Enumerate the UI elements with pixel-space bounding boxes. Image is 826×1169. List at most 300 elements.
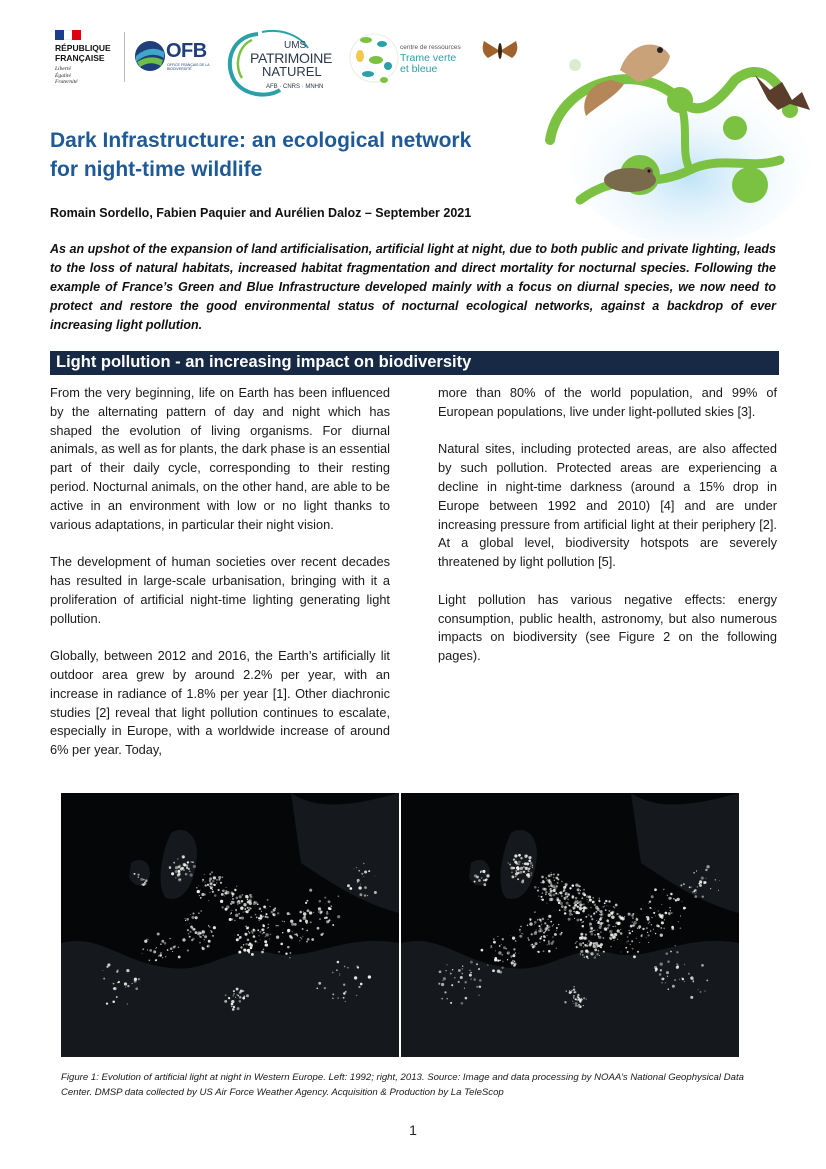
city-light [462,966,463,967]
city-light [254,901,256,903]
city-light [577,901,578,902]
city-light [605,929,607,931]
city-light [278,951,280,953]
city-light [244,909,245,910]
city-light [596,953,598,955]
city-light [649,921,650,922]
city-light [507,951,510,954]
city-light [173,862,175,864]
city-light [600,925,601,926]
city-light [257,929,259,931]
city-light [313,912,314,913]
city-light [704,990,706,992]
city-light [267,916,269,918]
city-light [516,871,517,872]
paragraph: more than 80% of the world population, and 99% of European populations, live under light-polluted skies [3]. [438,385,777,419]
city-light [684,981,685,982]
city-light [647,932,648,933]
ofb-logo [134,38,214,78]
city-light [255,940,257,942]
city-light [262,933,263,934]
city-light [628,913,631,916]
city-light [326,912,329,915]
city-light [660,927,662,929]
city-light [548,944,550,946]
city-light [706,979,708,981]
city-light [324,897,326,899]
city-light [476,876,479,879]
city-light [250,896,253,899]
city-light [582,925,584,927]
city-light [530,872,532,874]
city-light [250,947,253,950]
city-light [469,974,472,977]
ums-partners: AFB · CNRS · MNHN [266,84,324,90]
city-light [521,933,522,934]
city-light [495,950,496,951]
city-light [667,976,668,977]
city-light [616,921,619,924]
city-light [546,926,549,929]
city-light [548,915,551,918]
city-light [302,928,304,930]
city-light [216,882,218,884]
city-light [485,878,487,880]
city-light [499,945,501,947]
city-light [256,917,258,919]
city-light [541,924,542,925]
city-light [599,925,600,926]
city-light [681,977,683,979]
city-light [316,987,318,989]
city-light [552,925,554,927]
city-light [591,918,593,920]
city-light [149,949,152,952]
city-light [636,938,637,939]
city-light [572,895,574,897]
city-light [265,936,266,937]
city-light [660,969,662,971]
city-light [542,880,543,881]
city-light [563,890,565,892]
city-light [603,951,605,953]
city-light [571,990,572,991]
city-light [450,973,452,975]
city-light [332,993,334,995]
city-light [579,903,582,906]
moth-icon [480,38,520,64]
city-light [519,935,522,938]
city-light [588,895,591,898]
city-light [244,995,246,997]
city-light [367,895,368,896]
city-light [343,983,345,985]
city-light [202,881,203,882]
city-light [192,912,194,914]
city-light [646,927,648,929]
city-light [534,932,537,935]
city-light [222,889,225,892]
city-light [318,982,321,985]
city-light [557,878,559,880]
city-light [561,905,564,908]
city-light [624,916,625,917]
city-light [523,866,525,868]
city-light [698,989,699,990]
city-light [189,923,190,924]
ofb-name: OFB [166,40,207,62]
city-light [441,983,444,986]
city-light [248,931,249,932]
city-light [499,959,501,961]
city-light [441,998,443,1000]
city-light [515,940,517,942]
city-light [167,949,169,951]
city-light [600,946,602,948]
city-light [144,882,147,885]
city-light [556,927,558,929]
city-light [620,929,621,930]
city-light [189,873,192,876]
city-light [641,934,643,936]
city-light [249,902,252,905]
city-light [682,901,683,902]
city-light [633,921,636,924]
city-light [538,930,541,933]
city-light [525,867,528,870]
city-light [549,898,552,901]
city-light [589,926,590,927]
city-light [548,879,550,881]
city-light [208,900,209,901]
city-light [364,894,366,896]
city-light [705,878,706,879]
city-light [699,884,702,887]
city-light [589,923,592,926]
city-light [368,870,370,872]
city-light [172,951,173,952]
city-light [264,940,267,943]
city-light [479,979,482,982]
city-light [539,942,540,943]
city-light [192,938,194,940]
city-light [237,900,240,903]
city-light [629,932,631,934]
city-light [213,926,216,929]
city-light [287,912,290,915]
city-light [221,893,224,896]
city-light [575,911,578,914]
city-light [588,914,590,916]
city-light [610,912,613,915]
city-light [285,953,287,955]
city-light [497,960,499,962]
city-light [512,960,514,962]
city-light [269,906,270,907]
city-light [470,978,471,979]
city-light [199,942,201,944]
city-light [554,880,555,881]
city-light [232,898,234,900]
city-light [200,897,202,899]
city-light [236,886,237,887]
city-light [575,1005,577,1007]
city-light [655,933,656,934]
city-light [492,969,495,972]
ums-line1: UMS [284,40,307,51]
city-light [632,948,634,950]
city-light [583,889,585,891]
city-light [659,973,661,975]
city-light [325,916,327,918]
city-light [534,886,537,889]
republique-francaise-logo [55,30,125,86]
city-light [306,900,308,902]
city-light [235,997,236,998]
city-light [553,877,554,878]
city-light [636,917,637,918]
city-light [171,872,174,875]
city-light [189,931,191,933]
city-light [575,900,578,903]
city-light [113,983,115,985]
city-light [565,892,568,895]
city-light [553,889,556,892]
city-light [670,893,673,896]
city-light [263,906,266,909]
city-light [628,930,629,931]
city-light [493,941,496,944]
city-light [444,991,446,993]
city-light [232,1008,235,1011]
city-light [332,972,334,974]
ums-line2: PATRIMOINE [250,50,333,66]
city-light [260,915,262,917]
city-light [245,905,246,906]
city-light [583,946,584,947]
city-light [696,892,697,893]
city-light [258,935,259,936]
city-light [543,935,546,938]
city-light [541,876,544,879]
city-light [604,902,606,904]
city-light [573,997,575,999]
city-light [514,961,516,963]
city-light [563,886,566,889]
city-light [596,920,597,921]
city-light [548,919,549,920]
city-light [178,947,179,948]
city-light [138,978,140,980]
city-light [317,927,320,930]
city-light [613,936,616,939]
city-light [259,917,261,919]
city-light [534,924,535,925]
city-light [684,964,685,965]
city-light [225,908,228,911]
city-light [520,867,523,870]
city-light [612,916,615,919]
city-light [668,988,670,990]
city-light [191,916,194,919]
city-light [364,870,367,873]
city-light [667,895,668,896]
city-light [599,918,602,921]
city-light [700,882,701,883]
city-light [703,881,704,882]
city-light [528,859,531,862]
city-light [218,889,220,891]
city-light [526,862,529,865]
city-light [243,944,244,945]
city-light [501,966,503,968]
city-light [238,913,240,915]
night-lights-map-1992 [61,793,399,1057]
city-light [538,887,539,888]
city-light [671,912,673,914]
city-light [250,916,252,918]
city-light [591,930,593,932]
city-light [324,917,326,919]
city-light [528,871,529,872]
city-light [188,933,189,934]
city-light [665,912,668,915]
city-light [663,889,664,890]
city-light [269,933,271,935]
city-light [458,969,461,972]
city-light [632,925,634,927]
city-light [356,995,358,997]
city-light [178,878,181,881]
city-light [255,914,256,915]
city-light [299,940,300,941]
city-light [567,899,568,900]
city-light [719,880,720,881]
city-light [209,885,210,886]
city-light [594,956,596,958]
city-light [519,929,521,931]
city-light [557,882,559,884]
city-light [514,861,517,864]
city-light [597,944,600,947]
city-light [299,911,302,914]
city-light [275,925,277,927]
city-light [574,991,576,993]
city-light [202,879,204,881]
city-light [539,927,541,929]
city-light [140,878,143,881]
city-light [558,902,560,904]
city-light [613,906,614,907]
city-light [360,893,363,896]
city-light [531,875,532,876]
city-light [303,917,306,920]
city-light [265,916,267,918]
paragraph: From the very beginning, life on Earth has been influenced by the alternating pattern of day and night which has shaped the evolution of living organisms. For diurnal animals, as well as for plants, the dark phase is an essential part of their daily cycle, corresponding to their resting period. Nocturnal animals, on the other hand, are able to be active in an environment with low or no light thanks to various adaptations, in particular their night vision. [50,385,391,532]
city-light [231,1006,232,1007]
city-light [478,995,479,996]
city-light [609,937,612,940]
city-light [147,950,148,951]
city-light [186,918,189,921]
city-light [116,971,118,973]
tricolor-flag-icon [55,30,81,40]
city-light [579,943,582,946]
city-light [226,887,227,888]
city-light [517,872,520,875]
city-light [134,980,137,983]
paragraph: Light pollution has various negative effects: energy consumption, public health, astronomy, but also numerous impacts on biodiversity (see Figure 2 on the following pages). [438,591,777,664]
city-light [565,896,568,899]
city-light [294,934,296,936]
city-light [613,926,614,927]
city-light [118,981,120,983]
city-light [498,951,501,954]
city-light [127,985,129,987]
city-light [690,996,693,999]
city-light [664,919,665,920]
city-light [613,935,614,936]
city-light [599,955,600,956]
city-light [585,916,587,918]
city-light [204,935,207,938]
city-light [572,906,575,909]
city-light [600,931,601,932]
city-light [583,906,586,909]
city-light [207,884,209,886]
city-light [260,939,261,940]
city-light [248,910,249,911]
city-light [667,961,669,963]
city-light [542,918,545,921]
city-light [654,966,657,969]
city-light [595,955,596,956]
city-light [230,914,231,915]
city-light [277,925,278,926]
city-light [142,948,144,950]
city-light [694,895,697,898]
city-light [666,971,669,974]
city-light [513,953,515,955]
city-light [651,895,654,898]
city-light [339,974,340,975]
city-light [125,987,126,988]
city-light [233,1006,235,1008]
city-light [297,935,298,936]
city-light [470,961,473,964]
city-light [349,887,352,890]
city-light [599,921,600,922]
city-light [454,977,456,979]
city-light [332,998,333,999]
city-light [569,990,570,991]
city-light [212,880,215,883]
city-light [639,928,640,929]
city-light [589,899,592,902]
city-light [605,909,607,911]
city-light [266,913,268,915]
city-light [551,883,552,884]
city-light [514,963,517,966]
city-light [239,1000,242,1003]
city-light [216,879,218,881]
city-light [282,921,284,923]
city-light [210,882,213,885]
city-light [702,895,704,897]
city-light [253,902,256,905]
city-light [213,884,215,886]
city-light [183,856,185,858]
